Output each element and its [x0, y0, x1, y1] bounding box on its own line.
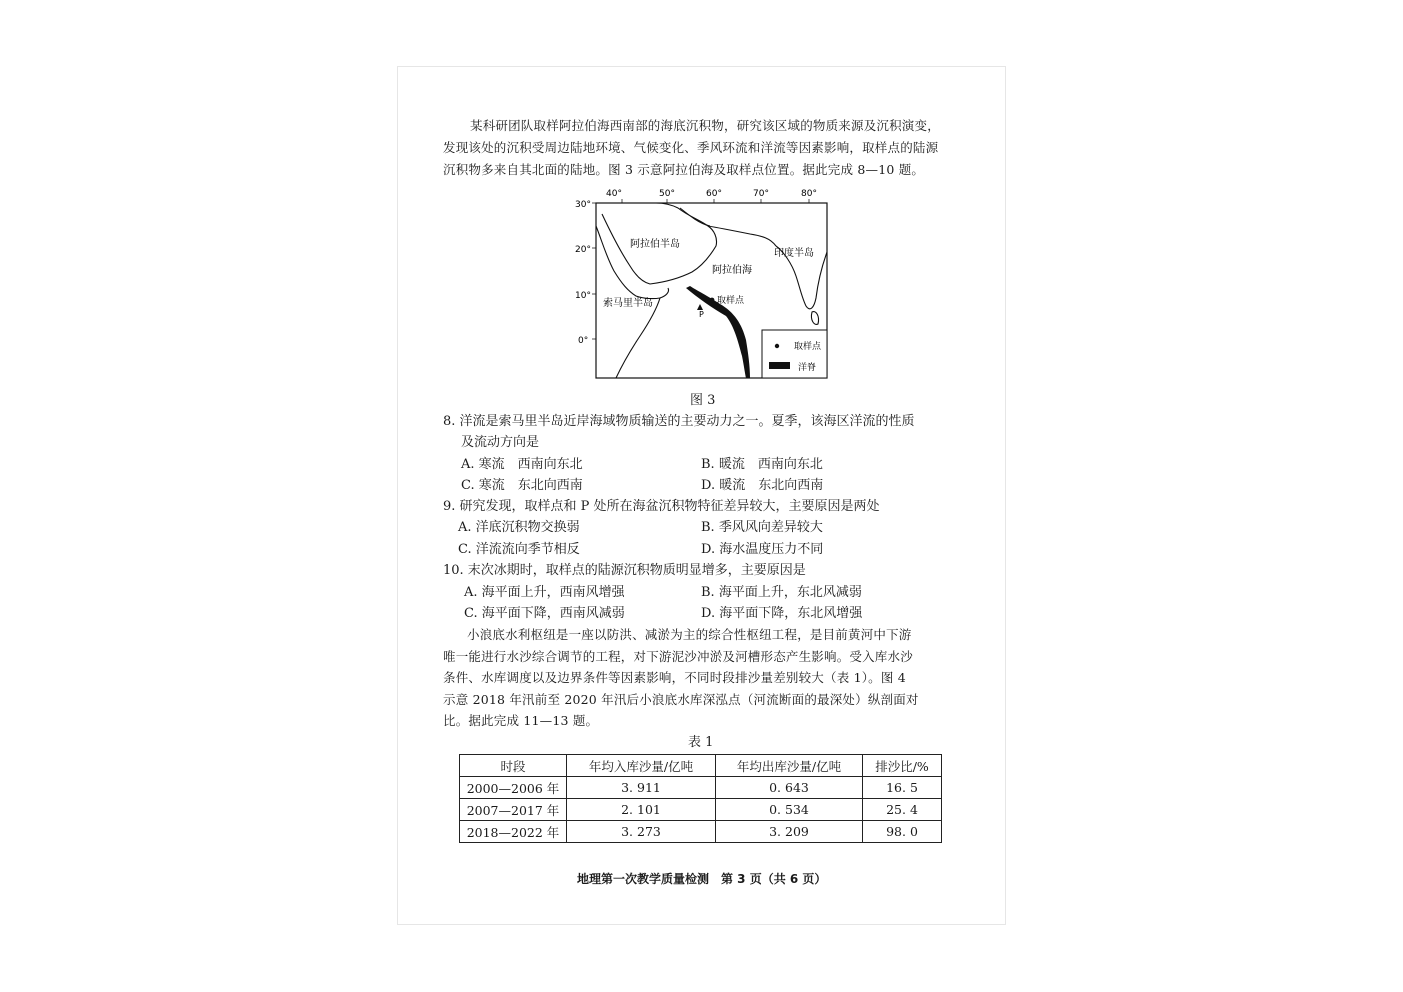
intro2-line-1: 小浪底水利枢纽是一座以防洪、减淤为主的综合性枢纽工程，是目前黄河中下游: [467, 627, 912, 642]
q8-option-d: D. 暖流 东北向西南: [701, 478, 824, 493]
page-footer: 地理第一次教学质量检测 第 3 页（共 6 页）: [577, 872, 827, 886]
figure-3-caption: 图 3: [690, 393, 716, 408]
lat-tick-30: 30°: [575, 200, 591, 210]
table-cell: 25. 4: [863, 799, 942, 821]
intro1-line-2: 发现该处的沉积受周边陆地环境、气候变化、季风环流和洋流等因素影响，取样点的陆源: [443, 140, 939, 155]
q9-option-c: C. 洋流流向季节相反: [458, 542, 580, 557]
legend-ridge-marker: [769, 362, 790, 369]
lon-tick-50: 50°: [659, 189, 675, 199]
table-row: [460, 821, 942, 843]
q8-option-b: B. 暖流 西南向东北: [701, 457, 823, 472]
lat-tick-0: 0°: [578, 336, 589, 346]
lat-tick-10: 10°: [575, 291, 591, 301]
table-header-ratio: 排沙比/%: [863, 755, 942, 777]
intro2-line-2: 唯一能进行水沙综合调节的工程，对下游泥沙冲淤及河槽形态产生影响。受入库水沙: [443, 649, 913, 664]
intro1-line-1: 某科研团队取样阿拉伯海西南部的海底沉积物，研究该区域的物质来源及沉积演变，: [470, 118, 940, 133]
table-header-inflow: 年均入库沙量/亿吨: [567, 755, 716, 777]
table-header-outflow: 年均出库沙量/亿吨: [716, 755, 863, 777]
table-cell: 0. 643: [716, 777, 863, 799]
table-cell: 98. 0: [863, 821, 942, 843]
q10-option-c: C. 海平面下降，西南风减弱: [464, 606, 625, 621]
table-1-caption: 表 1: [688, 735, 714, 750]
table-cell: 2007—2017 年: [460, 799, 567, 821]
sediment-table: [459, 754, 942, 843]
q9-option-b: B. 季风风向差异较大: [701, 520, 823, 535]
table-cell: 3. 273: [567, 821, 716, 843]
lon-tick-80: 80°: [801, 189, 817, 199]
table-cell: 0. 534: [716, 799, 863, 821]
label-arabia: 阿拉伯半岛: [630, 239, 680, 250]
lon-tick-40: 40°: [606, 189, 622, 199]
table-cell: 2000—2006 年: [460, 777, 567, 799]
intro2-line-5: 比。据此完成 11—13 题。: [443, 713, 599, 728]
map-legend: [762, 330, 827, 378]
q8-option-a: A. 寒流 西南向东北: [461, 457, 583, 472]
table-header-period: 时段: [460, 755, 567, 777]
table-header-row: [460, 755, 942, 777]
table-cell: 3. 911: [567, 777, 716, 799]
legend-point-marker: [775, 344, 779, 348]
label-india: 印度半岛: [774, 248, 814, 259]
label-somalia: 索马里半岛: [603, 298, 653, 309]
q10-option-a: A. 海平面上升，西南风增强: [464, 585, 625, 600]
label-p: P: [699, 310, 704, 319]
label-arabian-sea: 阿拉伯海: [712, 265, 752, 276]
intro1-line-3: 沉积物多来自其北面的陆地。图 3 示意阿拉伯海及取样点位置。据此完成 8—10 题。: [443, 162, 925, 177]
sample-point-marker: [710, 298, 715, 303]
q8-stem-line-2: 及流动方向是: [461, 435, 540, 450]
table-row: [460, 777, 942, 799]
intro2-line-3: 条件、水库调度以及边界条件等因素影响，不同时段排沙量差别较大（表 1）。图 4: [443, 670, 906, 685]
q9-option-a: A. 洋底沉积物交换弱: [458, 520, 580, 535]
lat-tick-20: 20°: [575, 245, 591, 255]
q9-option-d: D. 海水温度压力不同: [701, 542, 824, 557]
arabian-sea-map: [570, 186, 840, 386]
table-cell: 2. 101: [567, 799, 716, 821]
legend-ridge-label: 洋脊: [798, 363, 817, 373]
legend-point-label: 取样点: [794, 342, 822, 352]
q10-option-d: D. 海平面下降，东北风增强: [701, 606, 863, 621]
lon-tick-70: 70°: [753, 189, 769, 199]
table-cell: 2018—2022 年: [460, 821, 567, 843]
intro2-line-4: 示意 2018 年汛前至 2020 年汛后小浪底水库深泓点（河流断面的最深处）纵剖面对: [443, 692, 919, 707]
table-row: [460, 799, 942, 821]
label-sample-point: 取样点: [717, 296, 745, 306]
q9-stem: 9. 研究发现，取样点和 P 处所在海盆沉积物特征差异较大，主要原因是两处: [443, 499, 880, 514]
q8-stem-line-1: 8. 洋流是索马里半岛近岸海域物质输送的主要动力之一。夏季，该海区洋流的性质: [443, 414, 915, 429]
q10-option-b: B. 海平面上升，东北风减弱: [701, 585, 862, 600]
lon-tick-60: 60°: [706, 189, 722, 199]
q8-option-c: C. 寒流 东北向西南: [461, 478, 583, 493]
table-cell: 16. 5: [863, 777, 942, 799]
q10-stem: 10. 末次冰期时，取样点的陆源沉积物质明显增多，主要原因是: [443, 563, 806, 578]
table-cell: 3. 209: [716, 821, 863, 843]
